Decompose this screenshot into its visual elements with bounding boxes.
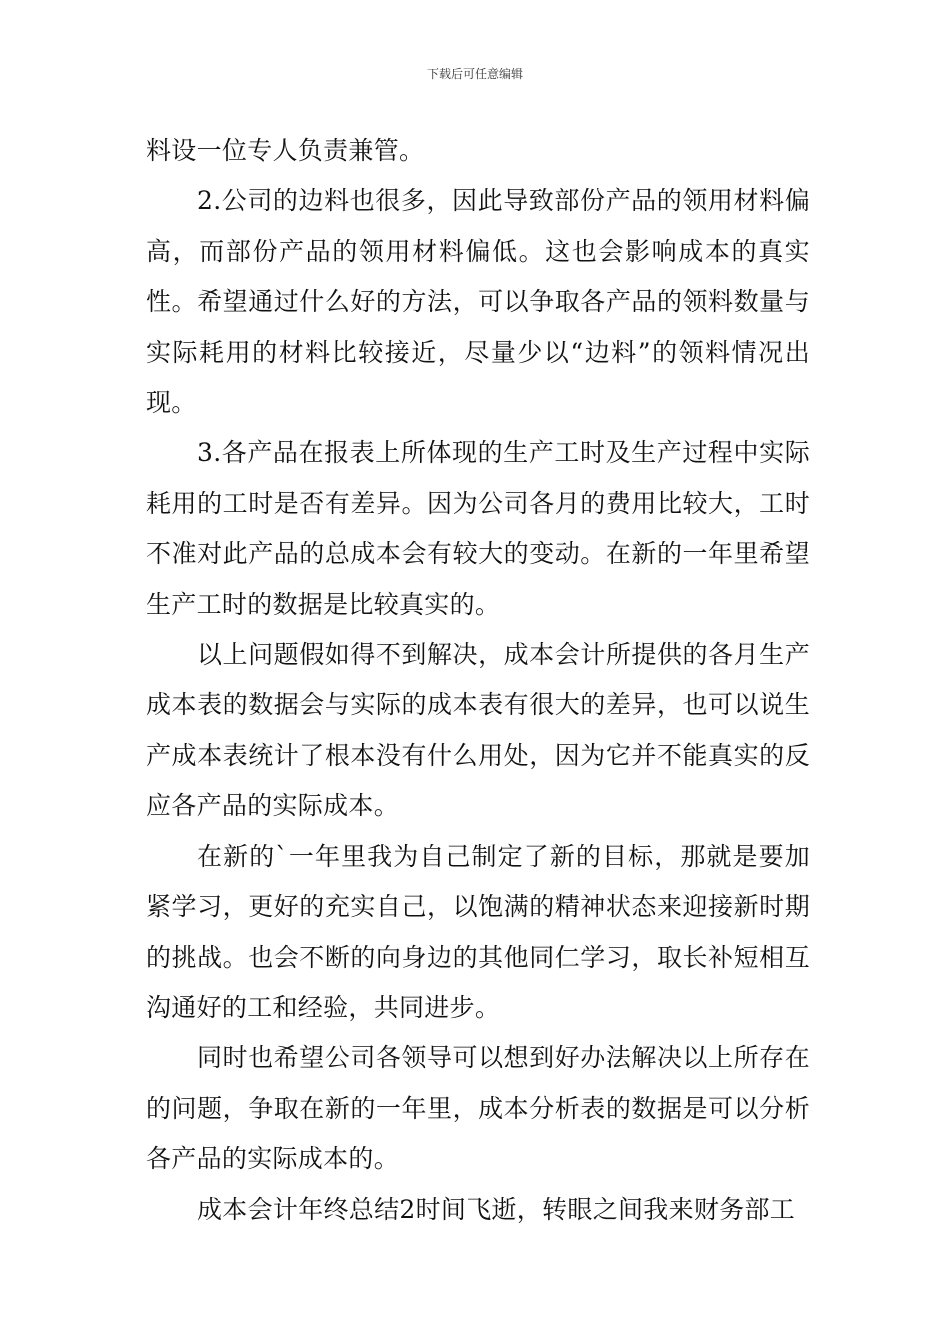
paragraph-hope-for-leaders: 同时也希望公司各领导可以想到好办法解决以上所存在的问题，争取在新的一年里，成本分析表的数据是可以分析各产品的实际成本的。 bbox=[146, 1043, 810, 1174]
paragraph-new-year-goals: 在新的`一年里我为自己制定了新的目标，那就是要加紧学习，更好的充实自己，以饱满的精神状态来迎接新时期的挑战。也会不断的向身边的其他同仁学习，取长补短相互沟通好的工和经验，共同进步。 bbox=[146, 841, 810, 1022]
paragraph-summary-2-start: 成本会计年终总结2时间飞逝，转眼之间我来财务部工 bbox=[197, 1194, 796, 1224]
document-body bbox=[146, 126, 810, 1235]
paragraph-item-2: 2.公司的边料也很多，因此导致部份产品的领用材料偏高，而部份产品的领用材料偏低。这也会影响成本的真实性。希望通过什么好的方法，可以争取各产品的领料数量与实际耗用的材料比较接近，尽量少以“边料”的领料情况出现。 bbox=[146, 186, 810, 418]
paragraph-continuation: 料设一位专人负责兼管。 bbox=[146, 136, 425, 165]
page-header: 下载后可任意编辑 bbox=[426, 67, 523, 81]
paragraph-problem-summary: 以上问题假如得不到解决，成本会计所提供的各月生产成本表的数据会与实际的成本表有很大的差异，也可以说生产成本表统计了根本没有什么用处，因为它并不能真实的反应各产品的实际成本。 bbox=[146, 640, 810, 821]
paragraph-item-3: 3.各产品在报表上所体现的生产工时及生产过程中实际耗用的工时是否有差异。因为公司各月的费用比较大，工时不准对此产品的总成本会有较大的变动。在新的一年里希望生产工时的数据是比较真实的。 bbox=[146, 438, 810, 619]
